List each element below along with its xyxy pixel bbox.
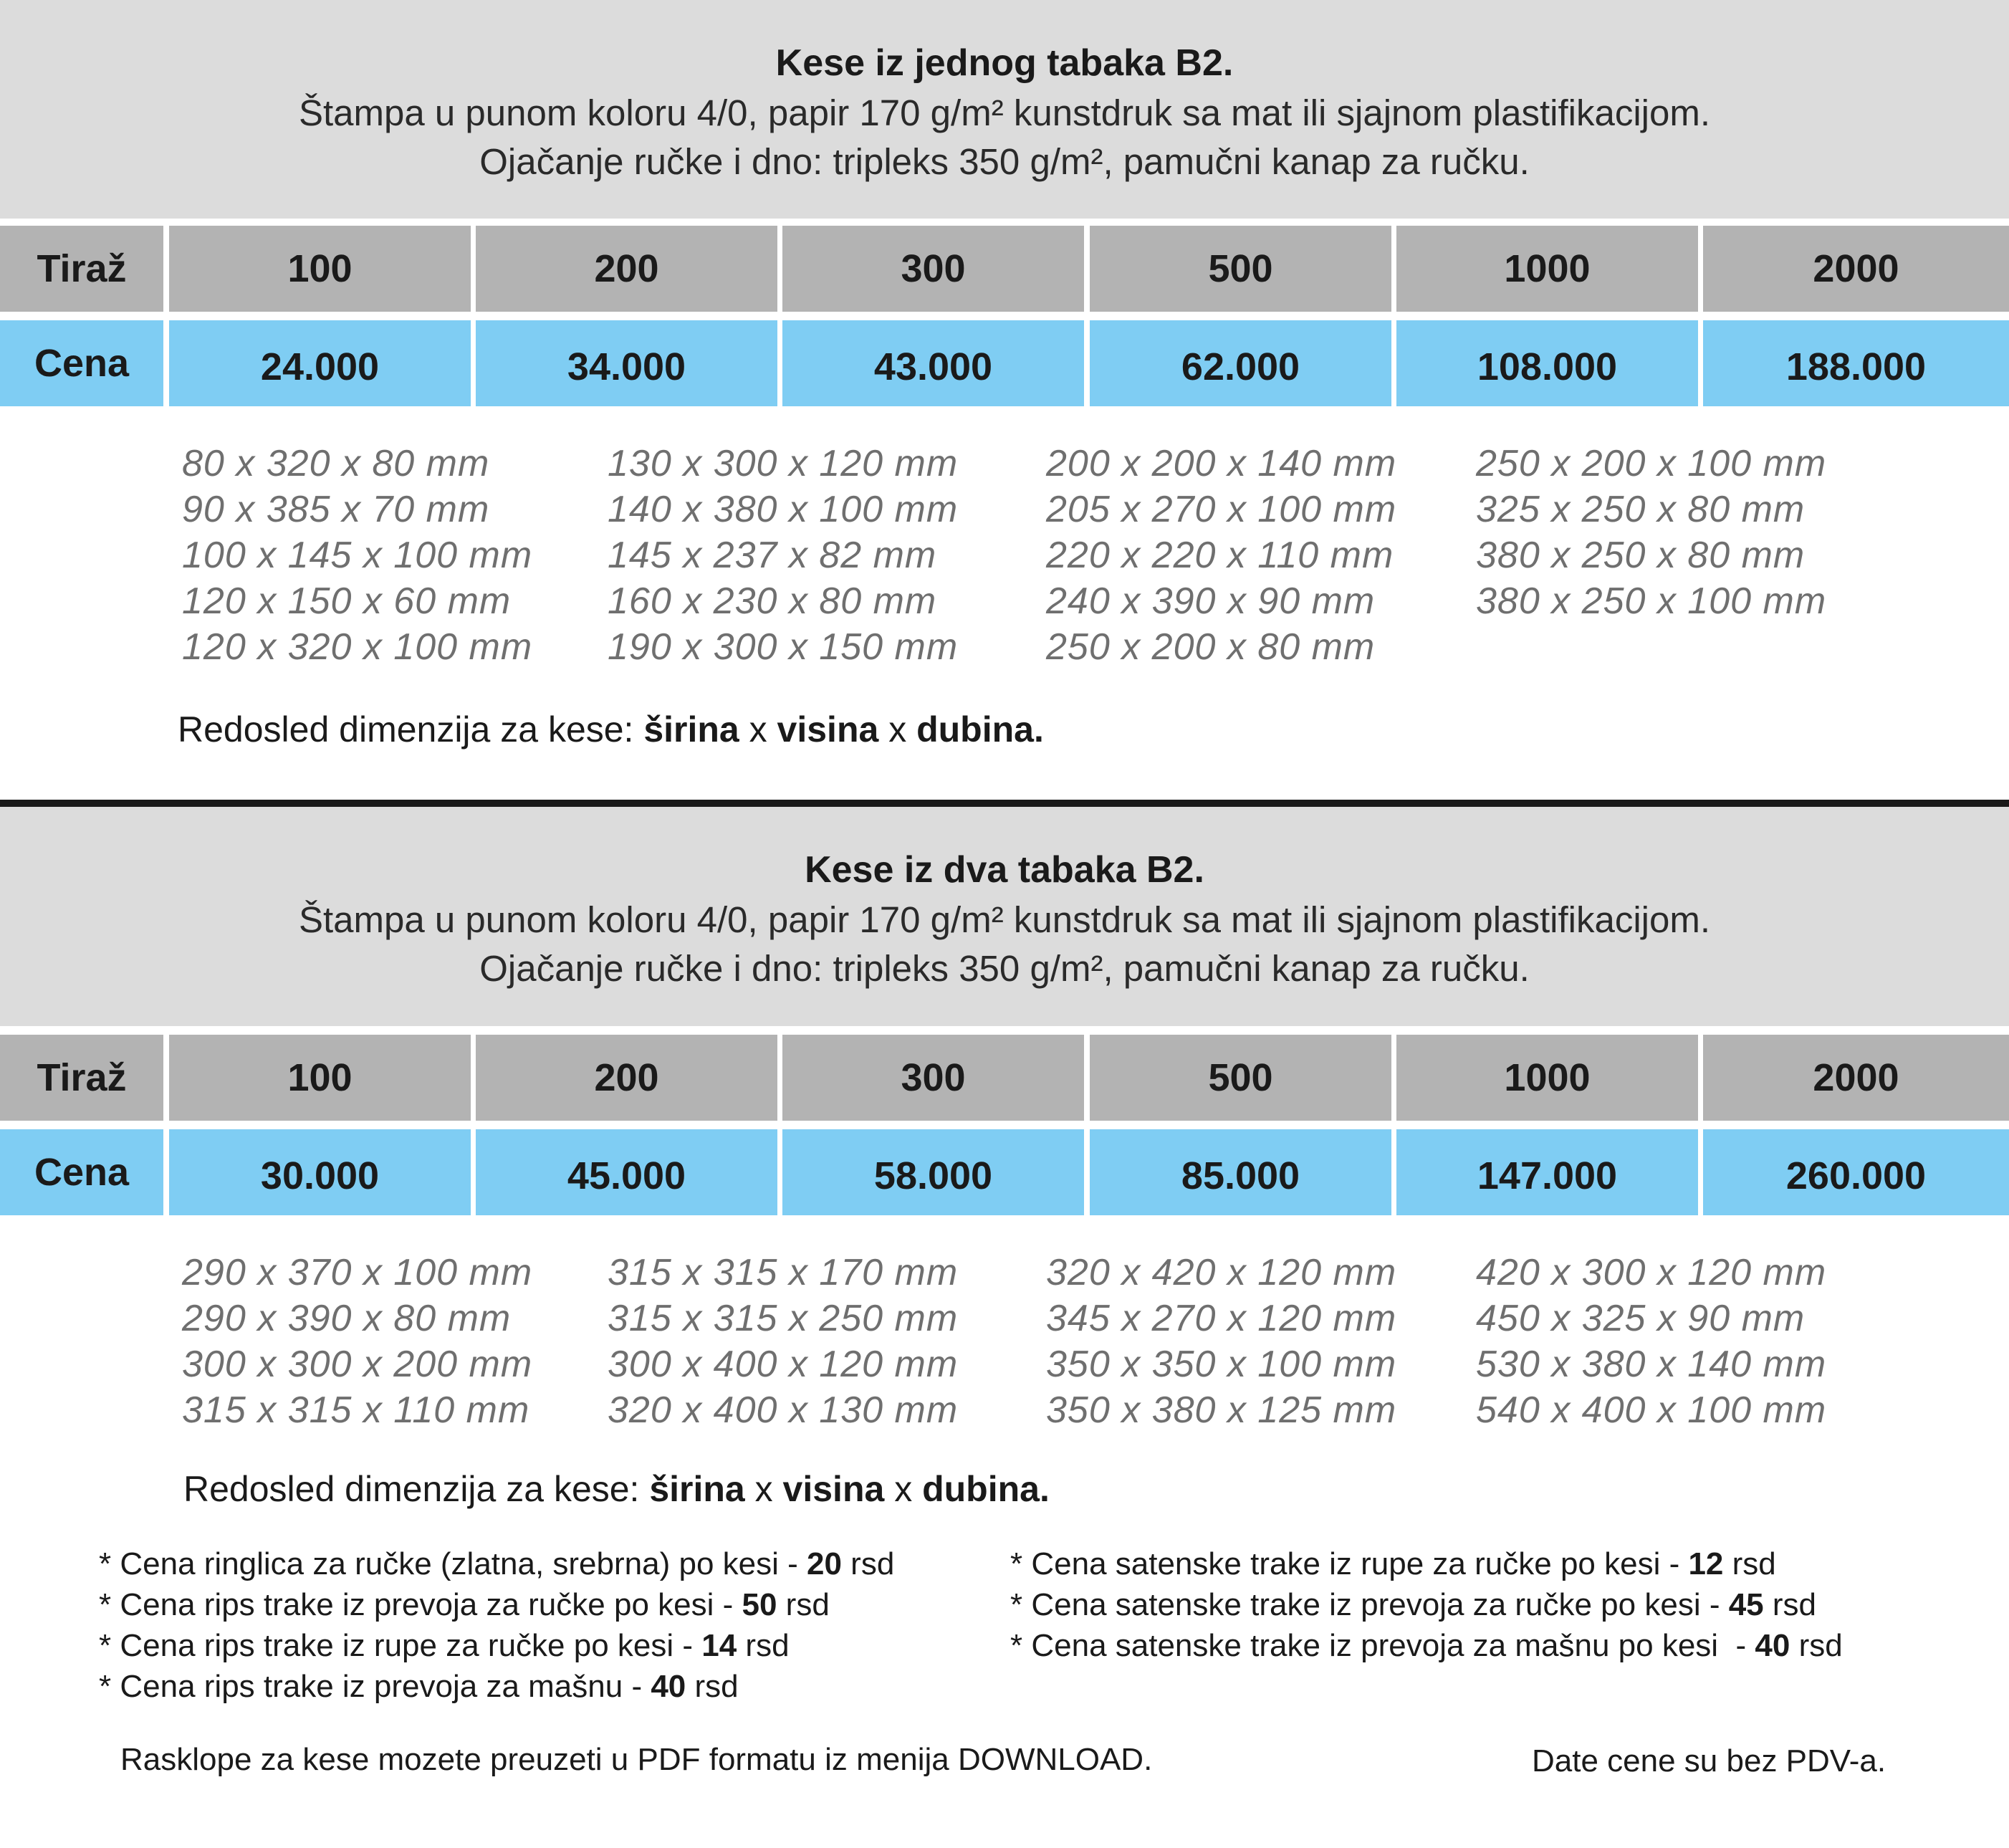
quantity-label: Tiraž	[0, 226, 163, 312]
dimensions-column	[1476, 441, 1826, 624]
section-subtitle: Štampa u punom koloru 4/0, papir 170 g/m² kunstdruk sa mat ili sjajnom plastifikacijom.	[298, 92, 1711, 133]
price-table	[0, 226, 2009, 408]
order-note-separator: x	[744, 1469, 783, 1509]
dimension-item: 540 x 400 x 100 mm	[1476, 1389, 1827, 1431]
order-note-width: širina	[649, 1469, 745, 1509]
dimension-item: 80 x 320 x 80 mm	[182, 443, 490, 484]
dimension-item: 240 x 390 x 90 mm	[1046, 580, 1376, 622]
section-header	[0, 0, 2009, 219]
price-cell: 147.000	[1396, 1129, 1698, 1215]
extra-item: * Cena rips trake iz prevoja za mašnu - 40 rsd	[99, 1669, 739, 1704]
price-label: Cena	[0, 1129, 163, 1215]
order-note-prefix: Redosled dimenzija za kese:	[183, 1469, 650, 1509]
dimension-item: 320 x 420 x 120 mm	[1046, 1252, 1397, 1293]
dimensions-column	[182, 1250, 532, 1433]
price-cell: 34.000	[476, 320, 777, 406]
section-header	[0, 807, 2009, 1026]
quantity-cell: 500	[1090, 226, 1391, 312]
dimension-item: 345 x 270 x 120 mm	[1046, 1298, 1397, 1339]
dimension-item: 120 x 150 x 60 mm	[182, 580, 512, 622]
quantity-cell: 1000	[1396, 1035, 1698, 1121]
dimension-item: 130 x 300 x 120 mm	[608, 443, 959, 484]
section-one-sheet	[0, 0, 2009, 803]
price-cell: 108.000	[1396, 320, 1698, 406]
order-note-height: visina	[782, 1469, 885, 1509]
dimension-item: 315 x 315 x 250 mm	[608, 1298, 959, 1339]
dimension-item: 320 x 400 x 130 mm	[608, 1389, 959, 1431]
price-cell: 30.000	[169, 1129, 471, 1215]
section-title: Kese iz dva tabaka B2.	[805, 849, 1204, 891]
dimension-item: 300 x 300 x 200 mm	[182, 1344, 533, 1385]
dimension-item: 250 x 200 x 100 mm	[1476, 443, 1827, 484]
dimension-item: 200 x 200 x 140 mm	[1046, 443, 1397, 484]
price-row	[0, 320, 2009, 406]
dimension-item: 530 x 380 x 140 mm	[1476, 1344, 1827, 1385]
quantity-cell: 100	[169, 226, 471, 312]
extras-list-left	[99, 1543, 894, 1707]
dimension-item: 325 x 250 x 80 mm	[1476, 489, 1806, 530]
dimension-item: 120 x 320 x 100 mm	[182, 626, 533, 668]
quantity-row	[0, 1035, 2009, 1121]
extra-item: * Cena satenske trake iz rupe za ručke po kesi - 12 rsd	[1010, 1546, 1776, 1581]
order-note-separator: x	[884, 1469, 923, 1509]
dimension-item: 220 x 220 x 110 mm	[1046, 535, 1394, 576]
section-subtitle: Štampa u punom koloru 4/0, papir 170 g/m² kunstdruk sa mat ili sjajnom plastifikacijom.	[298, 899, 1711, 940]
section-two-sheets	[0, 807, 2009, 1848]
extra-item: * Cena satenske trake iz prevoja za mašnu po kesi - 40 rsd	[1010, 1628, 1843, 1663]
dimension-item: 300 x 400 x 120 mm	[608, 1344, 959, 1385]
extra-item: * Cena rips trake iz rupe za ručke po kesi - 14 rsd	[99, 1628, 790, 1663]
price-cell: 62.000	[1090, 320, 1391, 406]
quantity-cell: 500	[1090, 1035, 1391, 1121]
order-note-height: visina	[777, 709, 879, 750]
quantity-cell: 1000	[1396, 226, 1698, 312]
quantity-cell: 300	[782, 226, 1084, 312]
quantity-cell: 2000	[1703, 226, 2009, 312]
price-row	[0, 1129, 2009, 1215]
extras-list-right	[1010, 1543, 1843, 1666]
order-note-width: širina	[643, 709, 739, 750]
price-label: Cena	[0, 320, 163, 406]
dimensions-column	[182, 441, 532, 670]
dimension-order-note	[178, 707, 1044, 752]
quantity-label: Tiraž	[0, 1035, 163, 1121]
download-note: Rasklope za kese mozete preuzeti u PDF formatu iz menija DOWNLOAD.	[120, 1742, 1153, 1777]
dimension-item: 315 x 315 x 110 mm	[182, 1389, 530, 1431]
vat-note: Date cene su bez PDV-a.	[1532, 1743, 1886, 1778]
quantity-cell: 200	[476, 226, 777, 312]
dimension-item: 290 x 370 x 100 mm	[182, 1252, 533, 1293]
order-note-prefix: Redosled dimenzija za kese:	[178, 709, 644, 750]
order-note-separator: x	[739, 709, 777, 750]
section-title: Kese iz jednog tabaka B2.	[775, 42, 1234, 84]
dimension-item: 205 x 270 x 100 mm	[1046, 489, 1397, 530]
dimension-item: 190 x 300 x 150 mm	[608, 626, 959, 668]
quantity-cell: 100	[169, 1035, 471, 1121]
order-note-depth: dubina.	[916, 709, 1044, 750]
dimensions-column	[1046, 441, 1396, 670]
order-note-depth: dubina.	[922, 1469, 1050, 1509]
dimension-item: 350 x 380 x 125 mm	[1046, 1389, 1397, 1431]
dimension-item: 140 x 380 x 100 mm	[608, 489, 959, 530]
dimensions-column	[1476, 1250, 1826, 1433]
dimension-item: 315 x 315 x 170 mm	[608, 1252, 959, 1293]
price-cell: 188.000	[1703, 320, 2009, 406]
price-cell: 43.000	[782, 320, 1084, 406]
dimension-item: 450 x 325 x 90 mm	[1476, 1298, 1806, 1339]
quantity-cell: 300	[782, 1035, 1084, 1121]
dimension-item: 250 x 200 x 80 mm	[1046, 626, 1376, 668]
price-table	[0, 1035, 2009, 1217]
extra-item: * Cena satenske trake iz prevoja za ručke po kesi - 45 rsd	[1010, 1587, 1817, 1622]
quantity-row	[0, 226, 2009, 312]
dimension-item: 100 x 145 x 100 mm	[182, 535, 533, 576]
price-cell: 85.000	[1090, 1129, 1391, 1215]
quantity-cell: 2000	[1703, 1035, 2009, 1121]
price-cell: 260.000	[1703, 1129, 2009, 1215]
dimension-item: 90 x 385 x 70 mm	[182, 489, 490, 530]
section-subtitle: Ojačanje ručke i dno: tripleks 350 g/m², pamučni kanap za ručku.	[479, 141, 1530, 182]
dimension-item: 145 x 237 x 82 mm	[608, 535, 937, 576]
dimension-order-note	[183, 1466, 1050, 1512]
dimension-item: 380 x 250 x 100 mm	[1476, 580, 1827, 622]
order-note-separator: x	[878, 709, 917, 750]
price-cell: 58.000	[782, 1129, 1084, 1215]
dimensions-column	[608, 1250, 958, 1433]
dimensions-column	[608, 441, 958, 670]
dimension-item: 350 x 350 x 100 mm	[1046, 1344, 1397, 1385]
extra-item: * Cena ringlica za ručke (zlatna, srebrna) po kesi - 20 rsd	[99, 1546, 895, 1581]
extra-item: * Cena rips trake iz prevoja za ručke po kesi - 50 rsd	[99, 1587, 830, 1622]
quantity-cell: 200	[476, 1035, 777, 1121]
section-subtitle: Ojačanje ručke i dno: tripleks 350 g/m², pamučni kanap za ručku.	[479, 948, 1530, 989]
dimensions-column	[1046, 1250, 1396, 1433]
dimension-item: 160 x 230 x 80 mm	[608, 580, 937, 622]
dimension-item: 380 x 250 x 80 mm	[1476, 535, 1806, 576]
dimension-item: 420 x 300 x 120 mm	[1476, 1252, 1827, 1293]
dimension-item: 290 x 390 x 80 mm	[182, 1298, 512, 1339]
price-cell: 24.000	[169, 320, 471, 406]
price-cell: 45.000	[476, 1129, 777, 1215]
